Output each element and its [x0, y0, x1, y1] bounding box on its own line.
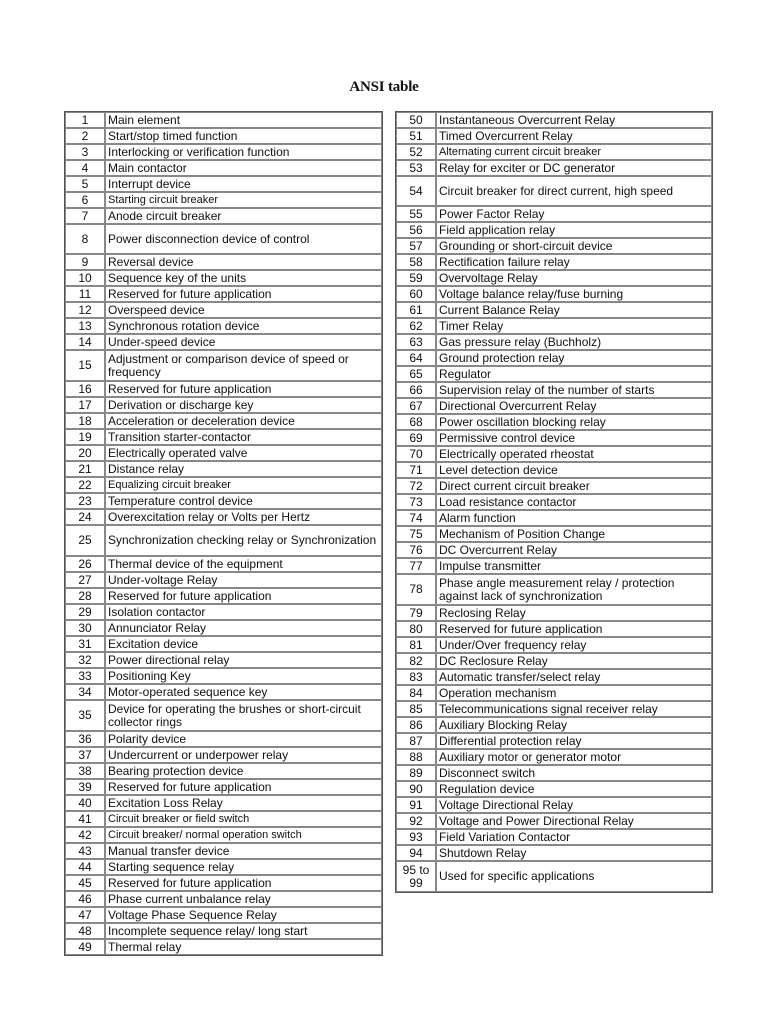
ansi-code-cell: 28: [65, 588, 105, 604]
ansi-description-cell: Rectification failure relay: [436, 254, 712, 270]
ansi-code-cell: 46: [65, 891, 105, 907]
ansi-description-cell: Anode circuit breaker: [105, 208, 382, 224]
ansi-description-cell: Sequence key of the units: [105, 270, 382, 286]
table-row: [65, 176, 382, 192]
ansi-code-cell: 55: [396, 206, 436, 222]
ansi-description-cell: Overspeed device: [105, 302, 382, 318]
table-row: [396, 653, 712, 669]
table-row: [65, 827, 382, 843]
ansi-code-cell: 40: [65, 795, 105, 811]
ansi-code-cell: 32: [65, 652, 105, 668]
table-row: [396, 176, 712, 206]
ansi-description-cell: Reserved for future application: [105, 875, 382, 891]
ansi-code-cell: 21: [65, 461, 105, 477]
ansi-description-cell: Manual transfer device: [105, 843, 382, 859]
ansi-description-cell: Auxiliary motor or generator motor: [436, 749, 712, 765]
table-row: [65, 891, 382, 907]
ansi-description-cell: Alternating current circuit breaker: [436, 144, 712, 160]
ansi-code-cell: 49: [65, 939, 105, 955]
ansi-code-cell: 80: [396, 621, 436, 637]
ansi-code-cell: 76: [396, 542, 436, 558]
ansi-code-cell: 47: [65, 907, 105, 923]
ansi-description-cell: Voltage and Power Directional Relay: [436, 813, 712, 829]
ansi-code-cell: 62: [396, 318, 436, 334]
ansi-table-right: [395, 111, 713, 893]
ansi-description-cell: Incomplete sequence relay/ long start: [105, 923, 382, 939]
ansi-code-cell: 41: [65, 811, 105, 827]
table-row: [65, 875, 382, 891]
table-row: [396, 829, 712, 845]
table-row: [65, 334, 382, 350]
table-row: [65, 747, 382, 763]
ansi-description-cell: Main contactor: [105, 160, 382, 176]
ansi-code-cell: 35: [65, 700, 105, 731]
table-row: [396, 845, 712, 861]
ansi-description-cell: Transition starter-contactor: [105, 429, 382, 445]
ansi-code-cell: 19: [65, 429, 105, 445]
table-row: [396, 446, 712, 462]
ansi-code-cell: 83: [396, 669, 436, 685]
table-row: [396, 462, 712, 478]
ansi-code-cell: 94: [396, 845, 436, 861]
table-row: [396, 144, 712, 160]
ansi-code-cell: 88: [396, 749, 436, 765]
ansi-code-cell: 17: [65, 397, 105, 413]
table-row: [65, 668, 382, 684]
table-row: [65, 254, 382, 270]
table-row: [65, 620, 382, 636]
ansi-code-cell: 81: [396, 637, 436, 653]
table-row: [396, 398, 712, 414]
ansi-code-cell: 29: [65, 604, 105, 620]
ansi-description-cell: Reversal device: [105, 254, 382, 270]
ansi-code-cell: 38: [65, 763, 105, 779]
ansi-code-cell: 23: [65, 493, 105, 509]
ansi-code-cell: 37: [65, 747, 105, 763]
ansi-code-cell: 5: [65, 176, 105, 192]
ansi-code-cell: 22: [65, 477, 105, 493]
ansi-code-cell: 52: [396, 144, 436, 160]
ansi-code-cell: 91: [396, 797, 436, 813]
table-row: [396, 861, 712, 892]
ansi-description-cell: Shutdown Relay: [436, 845, 712, 861]
table-row: [65, 763, 382, 779]
ansi-code-cell: 50: [396, 112, 436, 128]
ansi-code-cell: 26: [65, 556, 105, 572]
ansi-description-cell: Timed Overcurrent Relay: [436, 128, 712, 144]
table-row: [396, 302, 712, 318]
ansi-code-cell: 36: [65, 731, 105, 747]
ansi-code-cell: 56: [396, 222, 436, 238]
ansi-code-cell: 34: [65, 684, 105, 700]
ansi-code-cell: 86: [396, 717, 436, 733]
ansi-code-cell: 8: [65, 224, 105, 254]
table-row: [396, 605, 712, 621]
ansi-code-cell: 24: [65, 509, 105, 525]
ansi-code-cell: 13: [65, 318, 105, 334]
ansi-description-cell: Derivation or discharge key: [105, 397, 382, 413]
ansi-description-cell: Excitation Loss Relay: [105, 795, 382, 811]
ansi-code-cell: 82: [396, 653, 436, 669]
table-row: [396, 733, 712, 749]
ansi-description-cell: Used for specific applications: [436, 861, 712, 892]
ansi-code-cell: 18: [65, 413, 105, 429]
ansi-code-cell: 9: [65, 254, 105, 270]
ansi-code-cell: 42: [65, 827, 105, 843]
ansi-description-cell: Voltage balance relay/fuse burning: [436, 286, 712, 302]
table-row: [396, 813, 712, 829]
table-row: [65, 779, 382, 795]
table-row: [65, 144, 382, 160]
ansi-description-cell: Motor-operated sequence key: [105, 684, 382, 700]
table-row: [396, 128, 712, 144]
ansi-code-cell: 54: [396, 176, 436, 206]
table-row: [65, 572, 382, 588]
table-row: [396, 542, 712, 558]
table-row: [65, 588, 382, 604]
table-row: [396, 621, 712, 637]
table-row: [396, 414, 712, 430]
table-row: [65, 286, 382, 302]
table-row: [65, 270, 382, 286]
ansi-code-cell: 6: [65, 192, 105, 208]
ansi-code-cell: 73: [396, 494, 436, 510]
ansi-code-cell: 60: [396, 286, 436, 302]
ansi-description-cell: Undercurrent or underpower relay: [105, 747, 382, 763]
ansi-code-cell: 58: [396, 254, 436, 270]
ansi-description-cell: Field Variation Contactor: [436, 829, 712, 845]
ansi-description-cell: Power oscillation blocking relay: [436, 414, 712, 430]
ansi-code-cell: 90: [396, 781, 436, 797]
ansi-code-cell: 64: [396, 350, 436, 366]
table-row: [396, 238, 712, 254]
table-row: [65, 636, 382, 652]
table-row: [65, 509, 382, 525]
ansi-description-cell: Equalizing circuit breaker: [105, 477, 382, 493]
ansi-description-cell: Bearing protection device: [105, 763, 382, 779]
table-row: [65, 939, 382, 955]
ansi-code-cell: 79: [396, 605, 436, 621]
ansi-code-cell: 57: [396, 238, 436, 254]
table-row: [65, 795, 382, 811]
ansi-description-cell: Circuit breaker/ normal operation switch: [105, 827, 382, 843]
table-row: [396, 717, 712, 733]
ansi-code-cell: 12: [65, 302, 105, 318]
ansi-description-cell: Regulator: [436, 366, 712, 382]
ansi-code-cell: 31: [65, 636, 105, 652]
ansi-code-cell: 68: [396, 414, 436, 430]
ansi-description-cell: Mechanism of Position Change: [436, 526, 712, 542]
ansi-code-cell: 44: [65, 859, 105, 875]
ansi-description-cell: Circuit breaker for direct current, high speed: [436, 176, 712, 206]
table-row: [65, 731, 382, 747]
ansi-code-cell: 63: [396, 334, 436, 350]
ansi-code-cell: 10: [65, 270, 105, 286]
table-row: [396, 334, 712, 350]
ansi-description-cell: Power directional relay: [105, 652, 382, 668]
ansi-description-cell: Device for operating the brushes or short-circuit collector rings: [105, 700, 382, 731]
ansi-description-cell: Positioning Key: [105, 668, 382, 684]
ansi-description-cell: Telecommunications signal receiver relay: [436, 701, 712, 717]
table-row: [396, 206, 712, 222]
table-row: [396, 781, 712, 797]
ansi-code-cell: 74: [396, 510, 436, 526]
ansi-description-cell: Voltage Phase Sequence Relay: [105, 907, 382, 923]
ansi-description-cell: Overexcitation relay or Volts per Hertz: [105, 509, 382, 525]
ansi-description-cell: Thermal relay: [105, 939, 382, 955]
ansi-description-cell: Start/stop timed function: [105, 128, 382, 144]
table-row: [396, 430, 712, 446]
ansi-description-cell: DC Overcurrent Relay: [436, 542, 712, 558]
ansi-code-cell: 78: [396, 574, 436, 605]
table-row: [396, 637, 712, 653]
ansi-code-cell: 87: [396, 733, 436, 749]
ansi-description-cell: Interlocking or verification function: [105, 144, 382, 160]
ansi-description-cell: Adjustment or comparison device of speed or frequency: [105, 350, 382, 381]
ansi-code-cell: 92: [396, 813, 436, 829]
ansi-description-cell: Current Balance Relay: [436, 302, 712, 318]
ansi-code-cell: 72: [396, 478, 436, 494]
ansi-code-cell: 45: [65, 875, 105, 891]
ansi-description-cell: Excitation device: [105, 636, 382, 652]
ansi-code-cell: 16: [65, 381, 105, 397]
table-row: [65, 302, 382, 318]
table-row: [396, 254, 712, 270]
table-row: [65, 445, 382, 461]
ansi-code-cell: 65: [396, 366, 436, 382]
table-row: [65, 700, 382, 731]
table-row: [396, 382, 712, 398]
table-row: [65, 477, 382, 493]
table-row: [65, 461, 382, 477]
ansi-code-cell: 1: [65, 112, 105, 128]
ansi-code-cell: 77: [396, 558, 436, 574]
table-row: [396, 270, 712, 286]
ansi-code-cell: 53: [396, 160, 436, 176]
table-row: [65, 397, 382, 413]
ansi-description-cell: Reclosing Relay: [436, 605, 712, 621]
ansi-description-cell: Gas pressure relay (Buchholz): [436, 334, 712, 350]
ansi-code-cell: 20: [65, 445, 105, 461]
table-row: [65, 350, 382, 381]
ansi-code-cell: 70: [396, 446, 436, 462]
ansi-code-cell: 89: [396, 765, 436, 781]
ansi-description-cell: Permissive control device: [436, 430, 712, 446]
ansi-code-cell: 75: [396, 526, 436, 542]
ansi-table-left: [64, 111, 383, 956]
ansi-description-cell: Distance relay: [105, 461, 382, 477]
table-row: [65, 208, 382, 224]
ansi-code-cell: 27: [65, 572, 105, 588]
ansi-description-cell: Auxiliary Blocking Relay: [436, 717, 712, 733]
table-row: [396, 160, 712, 176]
ansi-code-cell: 66: [396, 382, 436, 398]
ansi-code-cell: 59: [396, 270, 436, 286]
ansi-description-cell: Electrically operated rheostat: [436, 446, 712, 462]
ansi-description-cell: Directional Overcurrent Relay: [436, 398, 712, 414]
table-row: [396, 494, 712, 510]
table-row: [396, 765, 712, 781]
table-row: [65, 429, 382, 445]
ansi-description-cell: Reserved for future application: [105, 779, 382, 795]
table-row: [65, 112, 382, 128]
table-row: [65, 128, 382, 144]
table-row: [65, 907, 382, 923]
ansi-description-cell: Operation mechanism: [436, 685, 712, 701]
table-row: [396, 685, 712, 701]
table-row: [396, 526, 712, 542]
table-row: [65, 811, 382, 827]
table-row: [396, 222, 712, 238]
ansi-description-cell: Electrically operated valve: [105, 445, 382, 461]
ansi-description-cell: Under-voltage Relay: [105, 572, 382, 588]
ansi-description-cell: Power Factor Relay: [436, 206, 712, 222]
table-row: [396, 558, 712, 574]
table-row: [65, 604, 382, 620]
table-row: [396, 510, 712, 526]
table-row: [65, 859, 382, 875]
table-row: [396, 749, 712, 765]
table-row: [65, 684, 382, 700]
table-row: [396, 350, 712, 366]
ansi-code-cell: 39: [65, 779, 105, 795]
table-row: [65, 318, 382, 334]
ansi-description-cell: Synchronous rotation device: [105, 318, 382, 334]
ansi-description-cell: Grounding or short-circuit device: [436, 238, 712, 254]
ansi-code-cell: 11: [65, 286, 105, 302]
ansi-code-cell: 43: [65, 843, 105, 859]
ansi-code-cell: 4: [65, 160, 105, 176]
ansi-description-cell: Voltage Directional Relay: [436, 797, 712, 813]
ansi-description-cell: Supervision relay of the number of starts: [436, 382, 712, 398]
table-row: [65, 652, 382, 668]
ansi-description-cell: Differential protection relay: [436, 733, 712, 749]
ansi-code-cell: 33: [65, 668, 105, 684]
ansi-code-cell: 71: [396, 462, 436, 478]
ansi-description-cell: Instantaneous Overcurrent Relay: [436, 112, 712, 128]
ansi-code-cell: 25: [65, 525, 105, 556]
ansi-code-cell: 51: [396, 128, 436, 144]
table-row: [65, 160, 382, 176]
ansi-description-cell: Direct current circuit breaker: [436, 478, 712, 494]
table-row: [65, 843, 382, 859]
ansi-description-cell: Impulse transmitter: [436, 558, 712, 574]
ansi-code-cell: 67: [396, 398, 436, 414]
table-row: [65, 224, 382, 254]
ansi-code-cell: 61: [396, 302, 436, 318]
table-row: [65, 381, 382, 397]
ansi-description-cell: Disconnect switch: [436, 765, 712, 781]
ansi-description-cell: Timer Relay: [436, 318, 712, 334]
ansi-description-cell: Reserved for future application: [105, 381, 382, 397]
ansi-code-cell: 30: [65, 620, 105, 636]
ansi-description-cell: Thermal device of the equipment: [105, 556, 382, 572]
table-row: [396, 574, 712, 605]
ansi-description-cell: Annunciator Relay: [105, 620, 382, 636]
ansi-code-cell: 69: [396, 430, 436, 446]
ansi-description-cell: Load resistance contactor: [436, 494, 712, 510]
ansi-description-cell: Temperature control device: [105, 493, 382, 509]
ansi-description-cell: DC Reclosure Relay: [436, 653, 712, 669]
ansi-description-cell: Regulation device: [436, 781, 712, 797]
ansi-description-cell: Relay for exciter or DC generator: [436, 160, 712, 176]
ansi-description-cell: Starting circuit breaker: [105, 192, 382, 208]
ansi-code-cell: 15: [65, 350, 105, 381]
ansi-description-cell: Phase angle measurement relay / protection against lack of synchronization: [436, 574, 712, 605]
table-row: [65, 192, 382, 208]
table-row: [396, 478, 712, 494]
table-row: [396, 669, 712, 685]
ansi-description-cell: Phase current unbalance relay: [105, 891, 382, 907]
ansi-code-cell: 93: [396, 829, 436, 845]
ansi-code-cell: 7: [65, 208, 105, 224]
table-row: [396, 701, 712, 717]
ansi-description-cell: Alarm function: [436, 510, 712, 526]
table-row: [65, 923, 382, 939]
table-row: [396, 797, 712, 813]
ansi-description-cell: Ground protection relay: [436, 350, 712, 366]
ansi-code-cell: 84: [396, 685, 436, 701]
ansi-description-cell: Overvoltage Relay: [436, 270, 712, 286]
table-row: [396, 366, 712, 382]
table-row: [65, 413, 382, 429]
ansi-description-cell: Isolation contactor: [105, 604, 382, 620]
ansi-description-cell: Under-speed device: [105, 334, 382, 350]
ansi-code-cell: 14: [65, 334, 105, 350]
ansi-description-cell: Starting sequence relay: [105, 859, 382, 875]
table-row: [65, 556, 382, 572]
ansi-description-cell: Automatic transfer/select relay: [436, 669, 712, 685]
ansi-description-cell: Power disconnection device of control: [105, 224, 382, 254]
ansi-description-cell: Reserved for future application: [105, 286, 382, 302]
ansi-description-cell: Field application relay: [436, 222, 712, 238]
ansi-code-cell: 85: [396, 701, 436, 717]
ansi-description-cell: Acceleration or deceleration device: [105, 413, 382, 429]
ansi-description-cell: Polarity device: [105, 731, 382, 747]
ansi-description-cell: Reserved for future application: [105, 588, 382, 604]
ansi-description-cell: Level detection device: [436, 462, 712, 478]
ansi-code-cell: 48: [65, 923, 105, 939]
ansi-code-cell: 95 to 99: [396, 861, 436, 892]
table-row: [396, 318, 712, 334]
table-row: [65, 493, 382, 509]
ansi-description-cell: Synchronization checking relay or Synchronization: [105, 525, 382, 556]
ansi-description-cell: Under/Over frequency relay: [436, 637, 712, 653]
ansi-code-cell: 3: [65, 144, 105, 160]
table-row: [65, 525, 382, 556]
table-row: [396, 286, 712, 302]
ansi-code-cell: 2: [65, 128, 105, 144]
page-title: ANSI table: [349, 79, 419, 95]
ansi-description-cell: Reserved for future application: [436, 621, 712, 637]
ansi-description-cell: Circuit breaker or field switch: [105, 811, 382, 827]
table-row: [396, 112, 712, 128]
ansi-description-cell: Main element: [105, 112, 382, 128]
ansi-description-cell: Interrupt device: [105, 176, 382, 192]
